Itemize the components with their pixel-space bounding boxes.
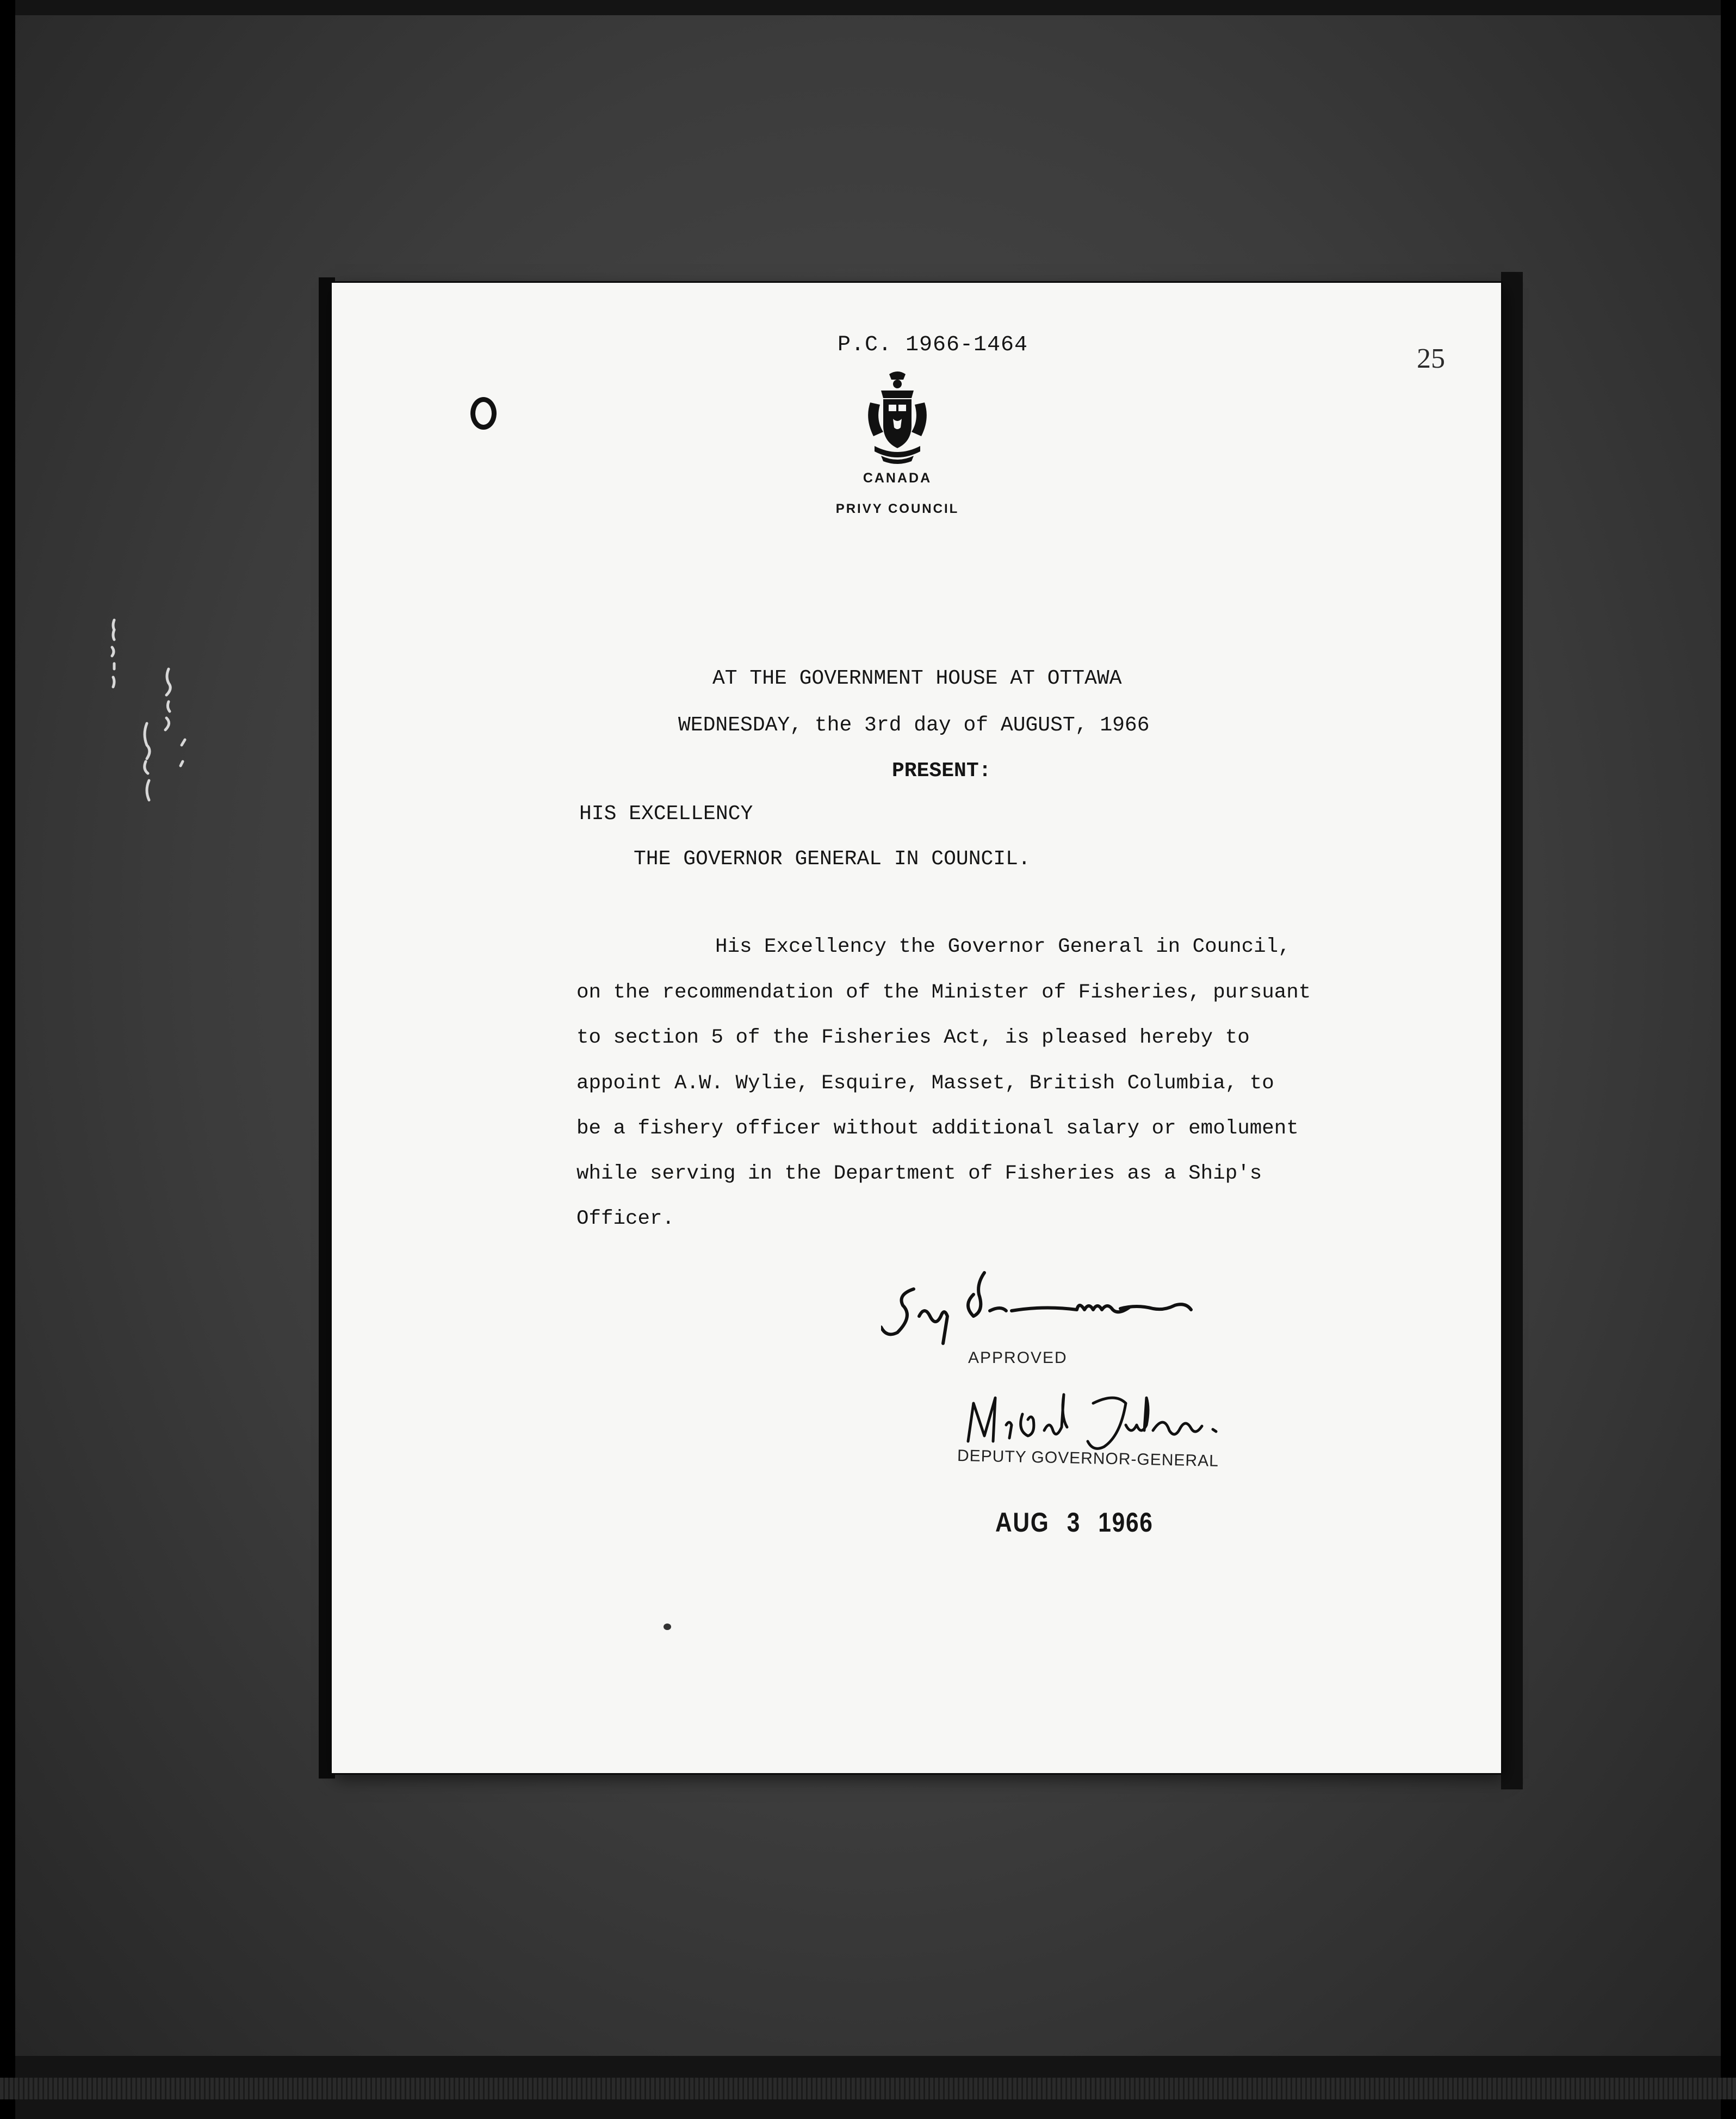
clerk-signature <box>881 1267 1240 1349</box>
coat-of-arms-icon <box>865 370 930 465</box>
heading-location: AT THE GOVERNMENT HOUSE AT OTTAWA <box>712 667 1122 690</box>
body-line: Officer. <box>576 1207 675 1230</box>
document-sheet <box>332 283 1501 1773</box>
body-line: on the recommendation of the Minister of Fisheries, pursuant <box>576 981 1311 1004</box>
body-line: while serving in the Department of Fisheries as a Ship's <box>576 1162 1262 1185</box>
deputy-signature <box>952 1381 1245 1458</box>
punch-hole <box>470 397 497 430</box>
body-line: His Excellency the Governor General in Council, <box>715 935 1291 958</box>
scan-border-right <box>1721 0 1736 2119</box>
heading-present: PRESENT: <box>892 759 991 783</box>
scan-border-left <box>0 0 15 2119</box>
body-line: appoint A.W. Wylie, Esquire, Masset, British Columbia, to <box>576 1072 1274 1095</box>
approval-date-stamp: AUG 3 1966 <box>995 1507 1154 1538</box>
film-strip-edge <box>0 2078 1736 2099</box>
page-number: 25 <box>1417 343 1445 374</box>
letterhead-council: PRIVY COUNCIL <box>835 501 959 516</box>
approved-label: APPROVED <box>968 1349 1068 1367</box>
heading-date: WEDNESDAY, the 3rd day of AUGUST, 1966 <box>678 714 1150 737</box>
letterhead-country: CANADA <box>863 470 932 486</box>
addressee-line-2: THE GOVERNOR GENERAL IN COUNCIL. <box>634 847 1031 871</box>
sheet-right-shadow <box>1501 272 1523 1789</box>
addressee-line-1: HIS EXCELLENCY <box>579 802 753 826</box>
ink-speck <box>664 1624 671 1630</box>
body-line: to section 5 of the Fisheries Act, is pleased hereby to <box>576 1026 1250 1049</box>
margin-handwriting-notes <box>82 598 190 838</box>
deputy-governor-general-label: DEPUTY GOVERNOR-GENERAL <box>957 1446 1219 1471</box>
body-line: be a fishery officer without additional salary or emolument <box>576 1117 1299 1140</box>
order-in-council-number: P.C. 1966-1464 <box>838 333 1028 357</box>
